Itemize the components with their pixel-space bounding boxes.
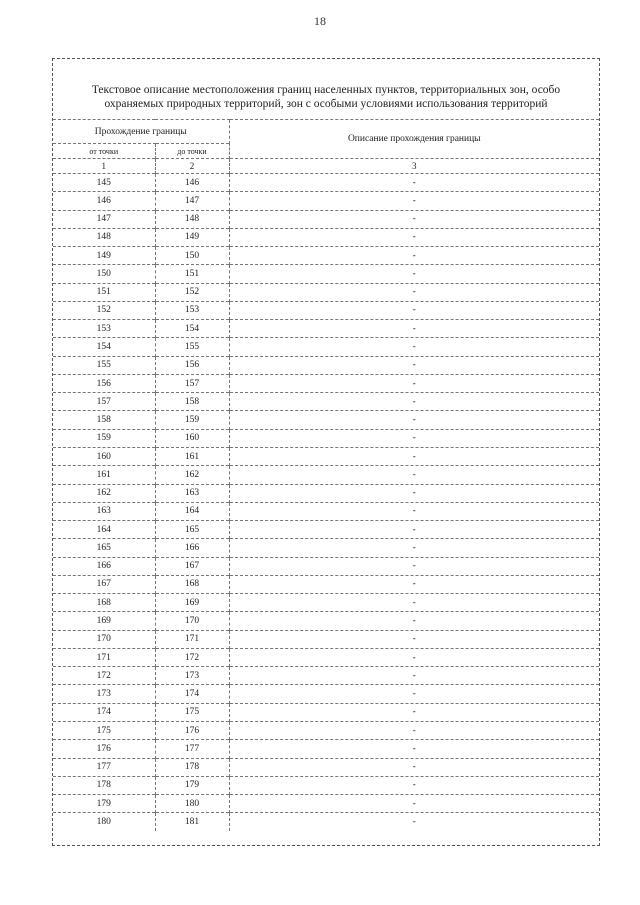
table-row	[53, 502, 599, 520]
from-point-cell: 145	[53, 174, 155, 192]
to-point-cell: 149	[155, 228, 229, 246]
header-to-point: до точки	[155, 144, 229, 159]
to-point-cell: 153	[155, 301, 229, 319]
header-col-2: 2	[155, 159, 229, 174]
from-point-cell: 166	[53, 557, 155, 575]
description-cell: -	[229, 539, 599, 557]
to-point-cell: 146	[155, 174, 229, 192]
from-point-cell: 167	[53, 575, 155, 593]
description-cell: -	[229, 502, 599, 520]
to-point-cell: 147	[155, 192, 229, 210]
table-row	[53, 210, 599, 228]
from-point-cell: 154	[53, 338, 155, 356]
table-row	[53, 575, 599, 593]
from-point-cell: 165	[53, 539, 155, 557]
to-point-cell: 161	[155, 447, 229, 465]
to-point-cell: 170	[155, 612, 229, 630]
table-row	[53, 484, 599, 502]
from-point-cell: 168	[53, 594, 155, 612]
to-point-cell: 172	[155, 648, 229, 666]
description-cell: -	[229, 776, 599, 794]
description-cell: -	[229, 320, 599, 338]
from-point-cell: 164	[53, 521, 155, 539]
to-point-cell: 175	[155, 703, 229, 721]
description-cell: -	[229, 521, 599, 539]
from-point-cell: 169	[53, 612, 155, 630]
to-point-cell: 152	[155, 283, 229, 301]
to-point-cell: 159	[155, 411, 229, 429]
description-cell: -	[229, 393, 599, 411]
description-cell: -	[229, 429, 599, 447]
from-point-cell: 149	[53, 247, 155, 265]
to-point-cell: 165	[155, 521, 229, 539]
description-cell: -	[229, 612, 599, 630]
to-point-cell: 164	[155, 502, 229, 520]
table-row	[53, 594, 599, 612]
description-cell: -	[229, 228, 599, 246]
table-row	[53, 740, 599, 758]
table-row	[53, 685, 599, 703]
table-row	[53, 192, 599, 210]
to-point-cell: 158	[155, 393, 229, 411]
description-cell: -	[229, 630, 599, 648]
from-point-cell: 174	[53, 703, 155, 721]
to-point-cell: 163	[155, 484, 229, 502]
description-cell: -	[229, 411, 599, 429]
header-description: Описание прохождения границы	[229, 120, 599, 159]
from-point-cell: 175	[53, 721, 155, 739]
description-cell: -	[229, 575, 599, 593]
from-point-cell: 170	[53, 630, 155, 648]
table-row	[53, 447, 599, 465]
to-point-cell: 148	[155, 210, 229, 228]
from-point-cell: 172	[53, 667, 155, 685]
to-point-cell: 156	[155, 356, 229, 374]
from-point-cell: 161	[53, 466, 155, 484]
to-point-cell: 167	[155, 557, 229, 575]
table-row	[53, 539, 599, 557]
table-row	[53, 338, 599, 356]
from-point-cell: 162	[53, 484, 155, 502]
from-point-cell: 153	[53, 320, 155, 338]
table-row	[53, 703, 599, 721]
description-cell: -	[229, 685, 599, 703]
table-row	[53, 721, 599, 739]
header-col-3: 3	[229, 159, 599, 174]
to-point-cell: 176	[155, 721, 229, 739]
to-point-cell: 173	[155, 667, 229, 685]
table-row	[53, 393, 599, 411]
table-row	[53, 265, 599, 283]
to-point-cell: 171	[155, 630, 229, 648]
to-point-cell: 154	[155, 320, 229, 338]
to-point-cell: 177	[155, 740, 229, 758]
from-point-cell: 179	[53, 795, 155, 813]
title-line-2: охраняемых природных территорий, зон с особыми условиями использования территорий	[104, 98, 548, 110]
from-point-cell: 156	[53, 374, 155, 392]
table-title	[53, 83, 599, 111]
description-cell: -	[229, 648, 599, 666]
table-row	[53, 429, 599, 447]
description-cell: -	[229, 484, 599, 502]
description-cell: -	[229, 301, 599, 319]
to-point-cell: 157	[155, 374, 229, 392]
from-point-cell: 171	[53, 648, 155, 666]
description-cell: -	[229, 721, 599, 739]
table-row	[53, 557, 599, 575]
description-cell: -	[229, 466, 599, 484]
boundary-table	[53, 119, 599, 831]
to-point-cell: 178	[155, 758, 229, 776]
description-cell: -	[229, 795, 599, 813]
from-point-cell: 146	[53, 192, 155, 210]
description-cell: -	[229, 758, 599, 776]
table-row	[53, 612, 599, 630]
to-point-cell: 162	[155, 466, 229, 484]
description-cell: -	[229, 192, 599, 210]
header-from-point: от точки	[53, 144, 155, 159]
page-number: 18	[314, 14, 326, 28]
table-row	[53, 228, 599, 246]
from-point-cell: 147	[53, 210, 155, 228]
description-cell: -	[229, 210, 599, 228]
from-point-cell: 155	[53, 356, 155, 374]
header-col-1: 1	[53, 159, 155, 174]
from-point-cell: 163	[53, 502, 155, 520]
description-cell: -	[229, 265, 599, 283]
table-row	[53, 174, 599, 192]
table-row	[53, 356, 599, 374]
table-row	[53, 795, 599, 813]
table-row	[53, 374, 599, 392]
title-line-1: Текстовое описание местоположения границ населенных пунктов, территориальных зон, особо	[91, 84, 561, 96]
table-row	[53, 466, 599, 484]
description-cell: -	[229, 740, 599, 758]
header-row-numbers	[53, 159, 599, 174]
description-cell: -	[229, 356, 599, 374]
description-cell: -	[229, 338, 599, 356]
description-cell: -	[229, 447, 599, 465]
to-point-cell: 150	[155, 247, 229, 265]
table-row	[53, 630, 599, 648]
from-point-cell: 160	[53, 447, 155, 465]
document-frame	[52, 58, 600, 846]
to-point-cell: 181	[155, 813, 229, 831]
to-point-cell: 160	[155, 429, 229, 447]
header-boundary-passage: Прохождение границы	[53, 120, 229, 144]
to-point-cell: 151	[155, 265, 229, 283]
from-point-cell: 150	[53, 265, 155, 283]
to-point-cell: 179	[155, 776, 229, 794]
description-cell: -	[229, 703, 599, 721]
from-point-cell: 178	[53, 776, 155, 794]
table-row	[53, 776, 599, 794]
description-cell: -	[229, 813, 599, 831]
from-point-cell: 180	[53, 813, 155, 831]
table-row	[53, 247, 599, 265]
from-point-cell: 148	[53, 228, 155, 246]
to-point-cell: 174	[155, 685, 229, 703]
description-cell: -	[229, 667, 599, 685]
table-row	[53, 283, 599, 301]
table-row	[53, 648, 599, 666]
table-row	[53, 667, 599, 685]
from-point-cell: 151	[53, 283, 155, 301]
to-point-cell: 180	[155, 795, 229, 813]
description-cell: -	[229, 557, 599, 575]
from-point-cell: 158	[53, 411, 155, 429]
to-point-cell: 166	[155, 539, 229, 557]
table-row	[53, 813, 599, 831]
from-point-cell: 173	[53, 685, 155, 703]
table-row	[53, 521, 599, 539]
description-cell: -	[229, 374, 599, 392]
description-cell: -	[229, 174, 599, 192]
table-row	[53, 411, 599, 429]
to-point-cell: 155	[155, 338, 229, 356]
from-point-cell: 152	[53, 301, 155, 319]
table-row	[53, 320, 599, 338]
description-cell: -	[229, 247, 599, 265]
from-point-cell: 177	[53, 758, 155, 776]
description-cell: -	[229, 283, 599, 301]
from-point-cell: 159	[53, 429, 155, 447]
description-cell: -	[229, 594, 599, 612]
to-point-cell: 168	[155, 575, 229, 593]
table-row	[53, 758, 599, 776]
from-point-cell: 157	[53, 393, 155, 411]
table-row	[53, 301, 599, 319]
to-point-cell: 169	[155, 594, 229, 612]
from-point-cell: 176	[53, 740, 155, 758]
header-row-1	[53, 120, 599, 144]
